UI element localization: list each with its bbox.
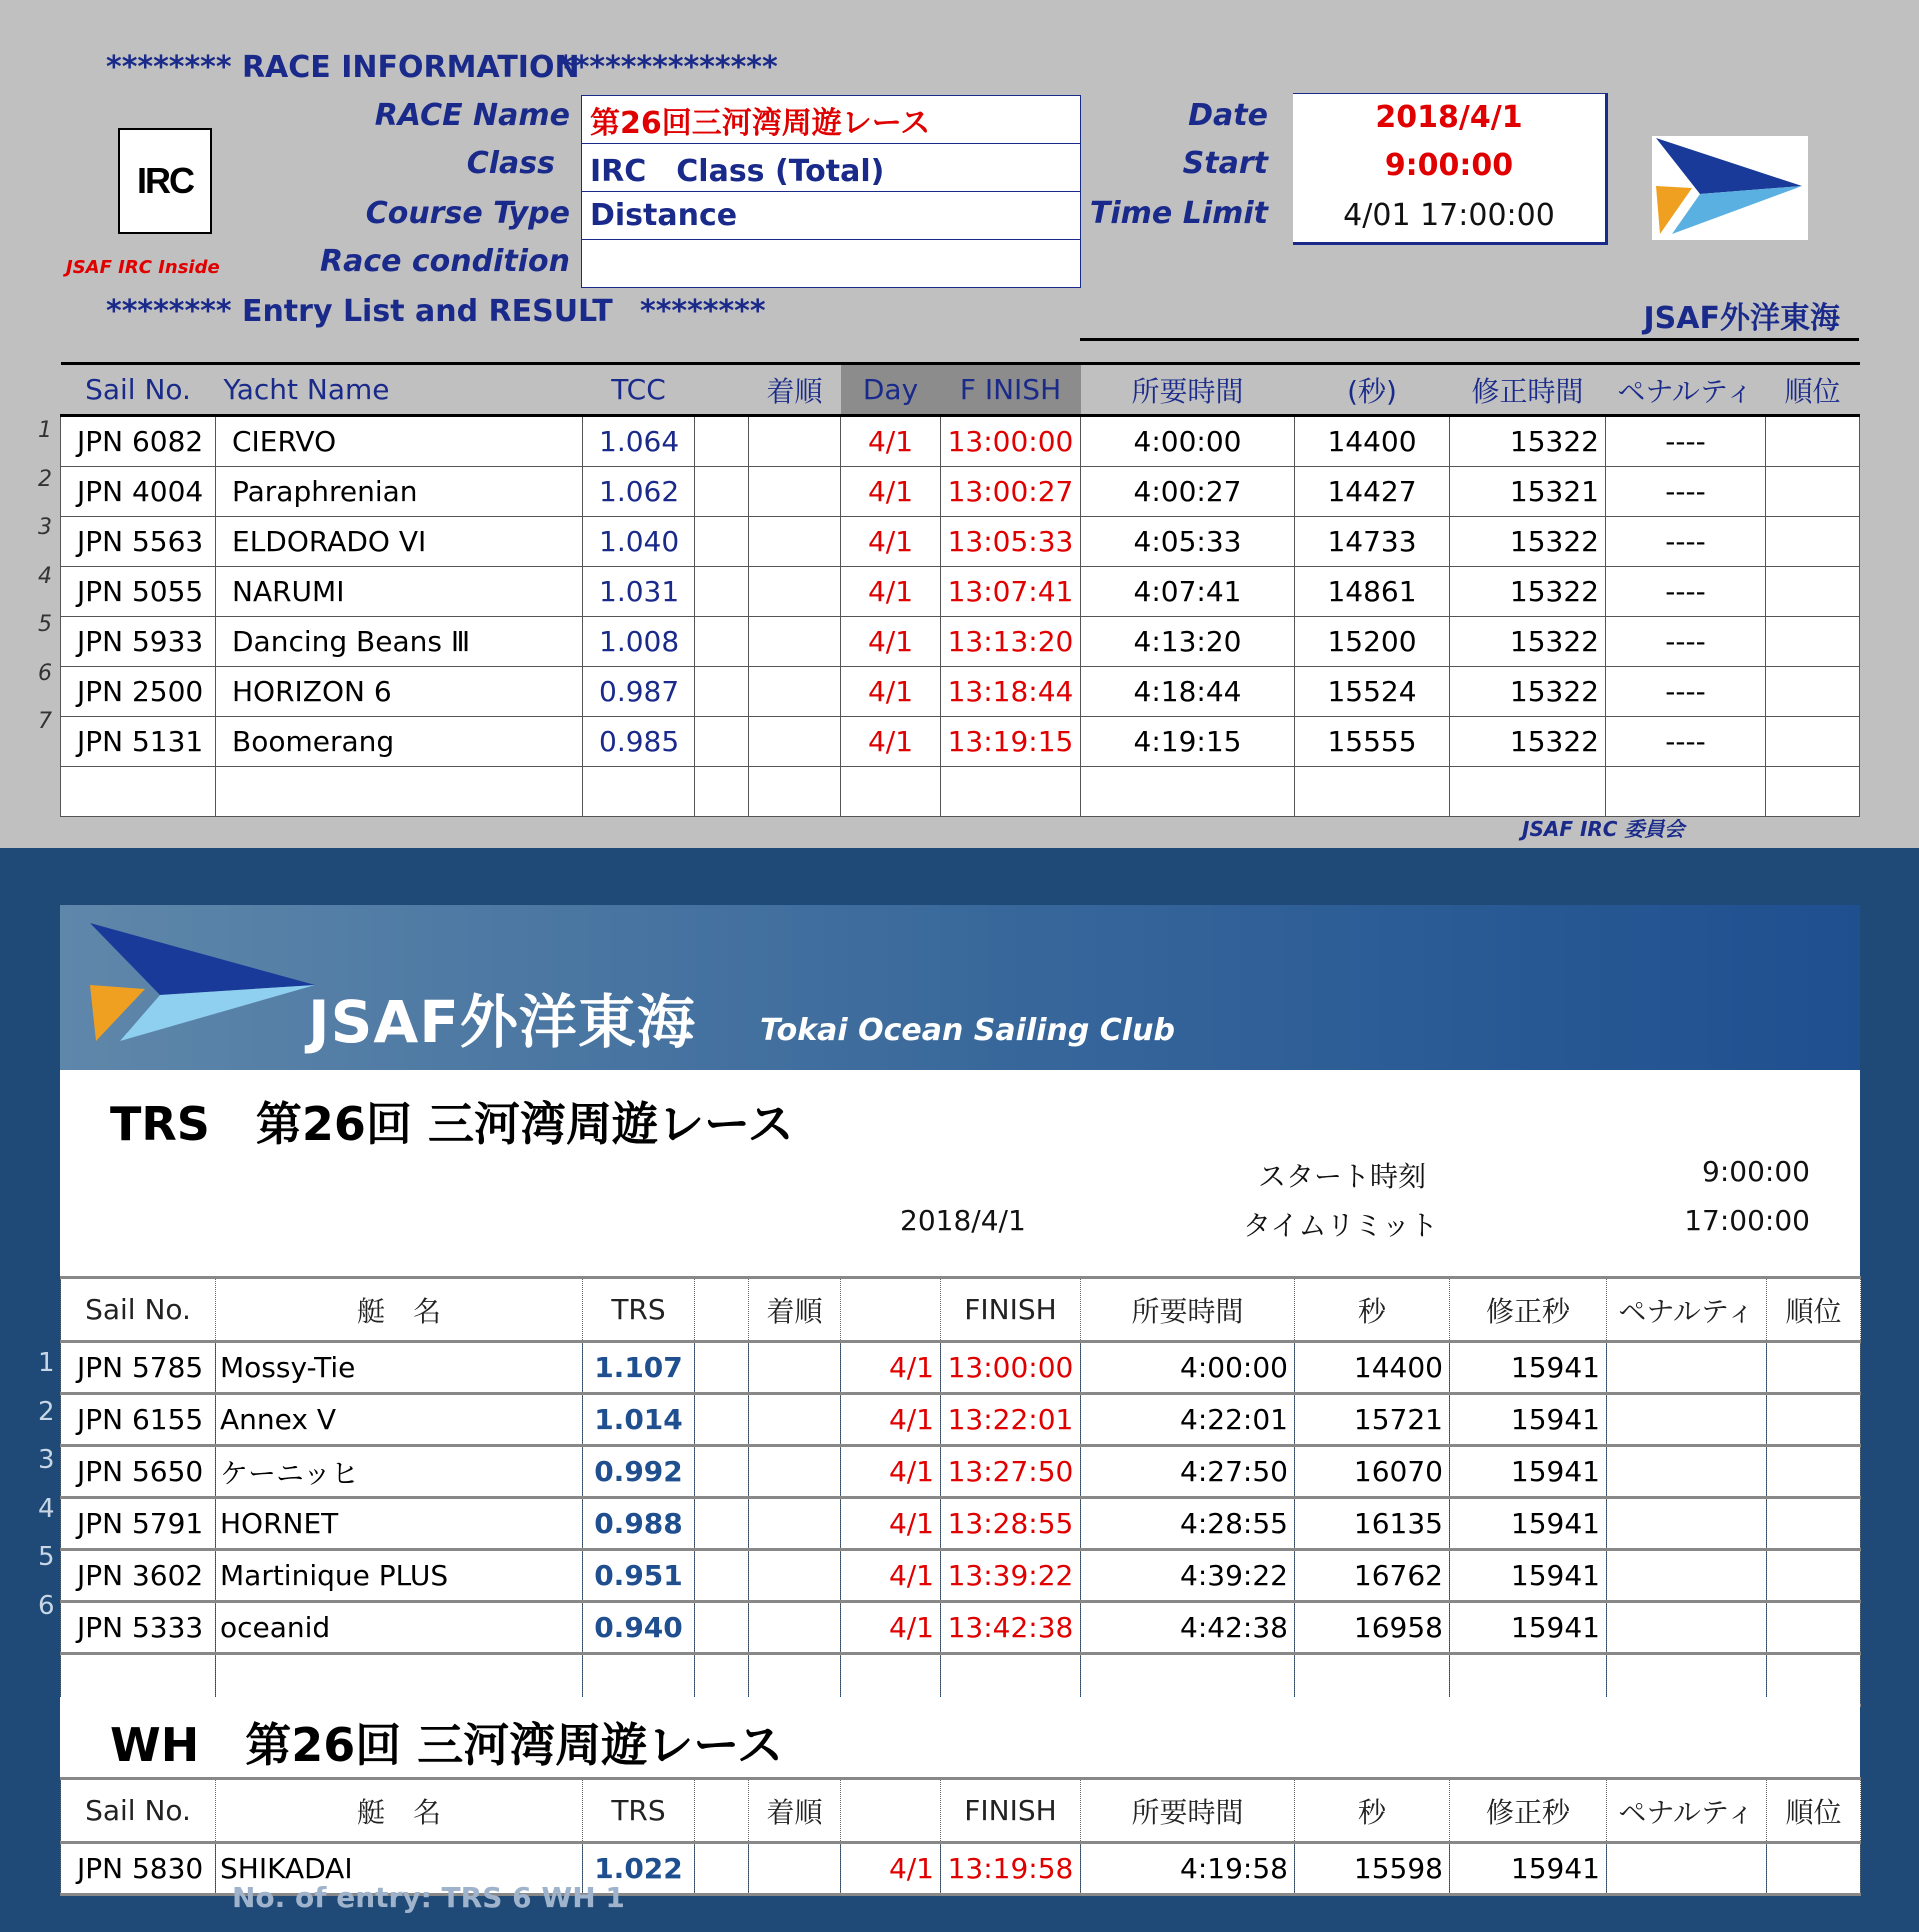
empty-cell xyxy=(941,767,1081,817)
banner-flag-icon xyxy=(90,923,320,1045)
empty-cell xyxy=(749,767,841,817)
elapsed-seconds-cell: 16070 xyxy=(1295,1446,1450,1498)
empty-cell xyxy=(1295,767,1450,817)
irc-result-row xyxy=(61,567,1860,617)
rank-cell xyxy=(1766,467,1860,517)
trs-col-header: 所要時間 xyxy=(1081,1278,1295,1342)
penalty-cell xyxy=(1607,1394,1767,1446)
day-cell: 4/1 xyxy=(841,1602,941,1654)
wh-col-header: 順位 xyxy=(1767,1779,1861,1843)
elapsed-time-cell: 4:00:27 xyxy=(1081,467,1295,517)
trs-header-panel xyxy=(60,1070,1860,1276)
trs-col-header xyxy=(841,1278,941,1342)
irc-empty-row xyxy=(61,767,1860,817)
trs-title: TRS 第26回 三河湾周遊レース xyxy=(110,1097,794,1151)
penalty-cell: ---- xyxy=(1606,667,1766,717)
corrected-seconds-cell: 15941 xyxy=(1450,1446,1607,1498)
day-cell: 4/1 xyxy=(841,1550,941,1602)
blank-cell xyxy=(695,617,749,667)
elapsed-seconds-cell: 15598 xyxy=(1295,1843,1450,1895)
elapsed-seconds-cell: 14400 xyxy=(1295,1342,1450,1394)
row-index: 7 xyxy=(38,709,52,734)
entry-count: No. of entry: TRS 6 WH 1 xyxy=(232,1881,625,1914)
day-cell: 4/1 xyxy=(841,567,941,617)
elapsed-time-cell: 4:07:41 xyxy=(1081,567,1295,617)
wh-col-header xyxy=(695,1779,749,1843)
trs-col-header: 順位 xyxy=(1767,1278,1861,1342)
elapsed-time-cell: 4:22:01 xyxy=(1081,1394,1295,1446)
trs-cell: 0.992 xyxy=(583,1446,695,1498)
wh-col-header: Sail No. xyxy=(61,1779,216,1843)
penalty-cell xyxy=(1607,1498,1767,1550)
corrected-time-cell: 15322 xyxy=(1450,617,1606,667)
day-cell: 4/1 xyxy=(841,617,941,667)
rank-cell xyxy=(1766,567,1860,617)
irc-col-header: Day xyxy=(841,364,941,416)
rank-cell xyxy=(1767,1602,1861,1654)
blank-cell xyxy=(695,567,749,617)
sail-number-cell: JPN 6082 xyxy=(61,416,216,467)
sail-number-cell: JPN 5830 xyxy=(61,1843,216,1895)
day-cell: 4/1 xyxy=(841,1446,941,1498)
yacht-name-cell: ELDORADO VI xyxy=(216,517,583,567)
trs-cell: 0.940 xyxy=(583,1602,695,1654)
elapsed-time-cell: 4:05:33 xyxy=(1081,517,1295,567)
yacht-name-cell: oceanid xyxy=(216,1602,583,1654)
trs-result-row xyxy=(61,1602,1861,1654)
race-info-stars: ************** xyxy=(558,50,778,85)
irc-col-header: 所要時間 xyxy=(1081,364,1295,416)
irc-col-header xyxy=(695,364,749,416)
irc-col-header: F INISH xyxy=(941,364,1081,416)
arrival-order-cell xyxy=(749,1843,841,1895)
trs-col-header: Sail No. xyxy=(61,1278,216,1342)
irc-logo-text: IRC xyxy=(137,160,193,201)
rank-cell xyxy=(1766,517,1860,567)
trs-col-header: 艇 名 xyxy=(216,1278,583,1342)
corrected-seconds-cell: 15941 xyxy=(1450,1843,1607,1895)
finish-time-cell: 13:39:22 xyxy=(941,1550,1081,1602)
penalty-cell: ---- xyxy=(1606,567,1766,617)
tcc-cell: 1.031 xyxy=(583,567,695,617)
trs-col-header: TRS xyxy=(583,1278,695,1342)
club-underline xyxy=(1080,338,1859,341)
trs-limit-value: 17:00:00 xyxy=(1684,1204,1810,1237)
irc-result-row xyxy=(61,667,1860,717)
yacht-name-cell: Dancing Beans Ⅲ xyxy=(216,617,583,667)
row-index: 3 xyxy=(38,515,52,540)
penalty-cell: ---- xyxy=(1606,467,1766,517)
yacht-name-cell: CIERVO xyxy=(216,416,583,467)
finish-time-cell: 13:07:41 xyxy=(941,567,1081,617)
trs-result-row xyxy=(61,1498,1861,1550)
irc-result-row xyxy=(61,717,1860,767)
sail-number-cell: JPN 5933 xyxy=(61,617,216,667)
arrival-order-cell xyxy=(749,567,841,617)
rank-cell xyxy=(1767,1394,1861,1446)
corrected-time-cell: 15322 xyxy=(1450,567,1606,617)
penalty-cell: ---- xyxy=(1606,617,1766,667)
sail-number-cell: JPN 4004 xyxy=(61,467,216,517)
trs-col-header xyxy=(695,1278,749,1342)
day-cell: 4/1 xyxy=(841,517,941,567)
irc-result-row xyxy=(61,517,1860,567)
elapsed-seconds-cell: 15555 xyxy=(1295,717,1450,767)
wh-header-panel xyxy=(60,1697,1860,1777)
arrival-order-cell xyxy=(749,1498,841,1550)
irc-logo xyxy=(118,128,212,234)
wh-col-header: 所要時間 xyxy=(1081,1779,1295,1843)
blank-cell xyxy=(695,1602,749,1654)
empty-cell xyxy=(841,767,941,817)
date-value: 2018/4/1 xyxy=(1375,100,1523,135)
trs-start-label: スタート時刻 xyxy=(1258,1160,1427,1193)
finish-time-cell: 13:00:27 xyxy=(941,467,1081,517)
blank-cell xyxy=(695,1446,749,1498)
blank-cell xyxy=(695,1394,749,1446)
trs-cell: 1.107 xyxy=(583,1342,695,1394)
wh-col-header: 修正秒 xyxy=(1450,1779,1607,1843)
row-index: 5 xyxy=(38,612,52,637)
sail-number-cell: JPN 3602 xyxy=(61,1550,216,1602)
club-banner xyxy=(60,905,1860,1070)
irc-col-header: (秒) xyxy=(1295,364,1450,416)
empty-cell xyxy=(1766,767,1860,817)
corrected-time-cell: 15322 xyxy=(1450,667,1606,717)
irc-inside-label: JSAF IRC Inside xyxy=(66,257,220,278)
wh-col-header: 着順 xyxy=(749,1779,841,1843)
corrected-seconds-cell: 15941 xyxy=(1450,1342,1607,1394)
elapsed-seconds-cell: 14427 xyxy=(1295,467,1450,517)
blank-cell xyxy=(695,1498,749,1550)
course-type-field[interactable]: Distance xyxy=(581,191,1081,240)
blank-cell xyxy=(695,1843,749,1895)
finish-time-cell: 13:00:00 xyxy=(941,416,1081,467)
finish-time-cell: 13:19:58 xyxy=(941,1843,1081,1895)
yacht-name-cell: Annex V xyxy=(216,1394,583,1446)
irc-result-row xyxy=(61,416,1860,467)
elapsed-seconds-cell: 14861 xyxy=(1295,567,1450,617)
time-limit-value: 4/01 17:00:00 xyxy=(1343,198,1555,233)
day-cell: 4/1 xyxy=(841,667,941,717)
yacht-name-cell: Paraphrenian xyxy=(216,467,583,517)
irc-col-header: 順位 xyxy=(1766,364,1860,416)
trs-cell: 1.014 xyxy=(583,1394,695,1446)
yacht-name-cell: Martinique PLUS xyxy=(216,1550,583,1602)
empty-cell xyxy=(695,767,749,817)
trs-start-value: 9:00:00 xyxy=(1702,1155,1810,1188)
trs-col-header: 秒 xyxy=(1295,1278,1450,1342)
arrival-order-cell xyxy=(749,416,841,467)
penalty-cell xyxy=(1607,1550,1767,1602)
day-cell: 4/1 xyxy=(841,416,941,467)
yacht-name-cell: Boomerang xyxy=(216,717,583,767)
penalty-cell xyxy=(1607,1843,1767,1895)
flag-icon xyxy=(1652,136,1808,240)
yacht-name-cell: ケーニッヒ xyxy=(216,1446,583,1498)
race-condition-label: Race condition xyxy=(319,244,570,279)
blank-cell xyxy=(695,1342,749,1394)
sail-number-cell: JPN 2500 xyxy=(61,667,216,717)
wh-col-header xyxy=(841,1779,941,1843)
day-cell: 4/1 xyxy=(841,1843,941,1895)
sail-number-cell: JPN 5785 xyxy=(61,1342,216,1394)
finish-time-cell: 13:00:00 xyxy=(941,1342,1081,1394)
irc-results-table xyxy=(60,362,1859,817)
irc-col-header: ペナルティ xyxy=(1606,364,1766,416)
trs-col-header: 着順 xyxy=(749,1278,841,1342)
start-value: 9:00:00 xyxy=(1384,148,1514,183)
penalty-cell xyxy=(1607,1342,1767,1394)
row-index: 2 xyxy=(38,466,52,492)
entry-list-heading: ******** Entry List and RESULT xyxy=(106,294,613,329)
elapsed-time-cell: 4:18:44 xyxy=(1081,667,1295,717)
corrected-time-cell: 15322 xyxy=(1450,416,1606,467)
arrival-order-cell xyxy=(749,1394,841,1446)
finish-time-cell: 13:05:33 xyxy=(941,517,1081,567)
irc-col-header: 着順 xyxy=(749,364,841,416)
irc-col-header: 修正時間 xyxy=(1450,364,1606,416)
corrected-time-cell: 15322 xyxy=(1450,517,1606,567)
yacht-name-cell: NARUMI xyxy=(216,567,583,617)
arrival-order-cell xyxy=(749,467,841,517)
trs-col-header: ペナルティ xyxy=(1607,1278,1767,1342)
wh-col-header: 艇 名 xyxy=(216,1779,583,1843)
yacht-name-cell: Mossy-Tie xyxy=(216,1342,583,1394)
wh-col-header: ペナルティ xyxy=(1607,1779,1767,1843)
rank-cell xyxy=(1767,1550,1861,1602)
corrected-seconds-cell: 15941 xyxy=(1450,1602,1607,1654)
wh-col-header: FINISH xyxy=(941,1779,1081,1843)
club-flag-logo xyxy=(1652,136,1808,240)
banner-title: JSAF外洋東海 xyxy=(308,988,696,1056)
elapsed-seconds-cell: 16135 xyxy=(1295,1498,1450,1550)
corrected-seconds-cell: 15941 xyxy=(1450,1394,1607,1446)
finish-time-cell: 13:42:38 xyxy=(941,1602,1081,1654)
corrected-time-cell: 15321 xyxy=(1450,467,1606,517)
elapsed-seconds-cell: 16762 xyxy=(1295,1550,1450,1602)
day-cell: 4/1 xyxy=(841,1498,941,1550)
trs-result-row xyxy=(61,1342,1861,1394)
row-index: 6 xyxy=(38,1590,55,1621)
irc-results-section xyxy=(0,0,1919,848)
arrival-order-cell xyxy=(749,1342,841,1394)
blank-cell xyxy=(695,1550,749,1602)
finish-time-cell: 13:18:44 xyxy=(941,667,1081,717)
wh-results-table xyxy=(60,1777,1861,1896)
finish-time-cell: 13:28:55 xyxy=(941,1498,1081,1550)
empty-cell xyxy=(1450,767,1606,817)
trs-limit-label: タイムリミット xyxy=(1243,1209,1438,1242)
day-cell: 4/1 xyxy=(841,717,941,767)
penalty-cell: ---- xyxy=(1606,416,1766,467)
elapsed-time-cell: 4:39:22 xyxy=(1081,1550,1295,1602)
penalty-cell: ---- xyxy=(1606,717,1766,767)
day-cell: 4/1 xyxy=(841,1342,941,1394)
club-name: JSAF外洋東海 xyxy=(1643,301,1840,336)
arrival-order-cell xyxy=(749,1446,841,1498)
trs-cell: 1.022 xyxy=(583,1843,695,1895)
tcc-cell: 0.985 xyxy=(583,717,695,767)
trs-result-row xyxy=(61,1550,1861,1602)
trs-cell: 0.951 xyxy=(583,1550,695,1602)
rank-cell xyxy=(1767,1498,1861,1550)
corrected-time-cell: 15322 xyxy=(1450,717,1606,767)
empty-cell xyxy=(583,767,695,817)
yacht-name-cell: HORNET xyxy=(216,1498,583,1550)
day-cell: 4/1 xyxy=(841,1394,941,1446)
blank-cell xyxy=(695,667,749,717)
corrected-seconds-cell: 15941 xyxy=(1450,1550,1607,1602)
arrival-order-cell xyxy=(749,717,841,767)
sail-number-cell: JPN 5563 xyxy=(61,517,216,567)
blank-cell xyxy=(695,467,749,517)
rank-cell xyxy=(1767,1342,1861,1394)
yacht-name-cell: HORIZON 6 xyxy=(216,667,583,717)
arrival-order-cell xyxy=(749,617,841,667)
elapsed-seconds-cell: 14733 xyxy=(1295,517,1450,567)
finish-time-cell: 13:19:15 xyxy=(941,717,1081,767)
penalty-cell xyxy=(1607,1602,1767,1654)
tcc-cell: 1.064 xyxy=(583,416,695,467)
race-condition-field[interactable] xyxy=(581,239,1081,288)
date-label: Date xyxy=(1188,98,1268,133)
sail-number-cell: JPN 6155 xyxy=(61,1394,216,1446)
trs-date: 2018/4/1 xyxy=(900,1204,1026,1237)
empty-cell xyxy=(216,767,583,817)
trs-col-header: FINISH xyxy=(941,1278,1081,1342)
tcc-cell: 1.008 xyxy=(583,617,695,667)
irc-col-header: Sail No. xyxy=(61,364,216,416)
course-type-label: Course Type xyxy=(365,196,570,231)
tcc-cell: 1.040 xyxy=(583,517,695,567)
irc-result-row xyxy=(61,617,1860,667)
sail-number-cell: JPN 5333 xyxy=(61,1602,216,1654)
entry-list-stars: ******** xyxy=(640,294,766,329)
row-index: 5 xyxy=(38,1542,55,1572)
row-index: 6 xyxy=(38,660,52,686)
row-index: 1 xyxy=(38,418,52,443)
race-name-field[interactable]: 第26回三河湾周遊レース xyxy=(581,95,1081,144)
irc-committee-label: JSAF IRC 委員会 xyxy=(1522,817,1685,841)
elapsed-time-cell: 4:19:15 xyxy=(1081,717,1295,767)
tcc-cell: 0.987 xyxy=(583,667,695,717)
row-index: 2 xyxy=(38,1396,55,1427)
trs-results-table xyxy=(60,1276,1861,1707)
wh-col-header: TRS xyxy=(583,1779,695,1843)
elapsed-time-cell: 4:19:58 xyxy=(1081,1843,1295,1895)
blank-cell xyxy=(695,517,749,567)
wh-col-header: 秒 xyxy=(1295,1779,1450,1843)
finish-time-cell: 13:13:20 xyxy=(941,617,1081,667)
rank-cell xyxy=(1767,1843,1861,1895)
row-index: 4 xyxy=(38,563,52,589)
trs-cell: 0.988 xyxy=(583,1498,695,1550)
sail-number-cell: JPN 5055 xyxy=(61,567,216,617)
row-index: 1 xyxy=(38,1348,55,1378)
row-index: 3 xyxy=(38,1445,55,1475)
blank-cell xyxy=(695,717,749,767)
elapsed-time-cell: 4:42:38 xyxy=(1081,1602,1295,1654)
arrival-order-cell xyxy=(749,1602,841,1654)
blank-cell xyxy=(695,416,749,467)
class-label: Class xyxy=(466,146,555,181)
elapsed-seconds-cell: 15200 xyxy=(1295,617,1450,667)
corrected-seconds-cell: 15941 xyxy=(1450,1498,1607,1550)
row-index: 4 xyxy=(38,1493,55,1524)
elapsed-seconds-cell: 15721 xyxy=(1295,1394,1450,1446)
elapsed-seconds-cell: 16958 xyxy=(1295,1602,1450,1654)
irc-col-header: Yacht Name xyxy=(216,364,583,416)
tcc-cell: 1.062 xyxy=(583,467,695,517)
time-limit-label: Time Limit xyxy=(1089,196,1268,231)
rank-cell xyxy=(1766,416,1860,467)
elapsed-seconds-cell: 15524 xyxy=(1295,667,1450,717)
elapsed-time-cell: 4:28:55 xyxy=(1081,1498,1295,1550)
rank-cell xyxy=(1766,667,1860,717)
elapsed-time-cell: 4:00:00 xyxy=(1081,416,1295,467)
trs-result-row xyxy=(61,1394,1861,1446)
penalty-cell xyxy=(1607,1446,1767,1498)
trs-result-row xyxy=(61,1446,1861,1498)
sail-number-cell: JPN 5131 xyxy=(61,717,216,767)
empty-cell xyxy=(61,767,216,817)
trs-col-header: 修正秒 xyxy=(1450,1278,1607,1342)
empty-cell xyxy=(1606,767,1766,817)
elapsed-time-cell: 4:00:00 xyxy=(1081,1342,1295,1394)
elapsed-time-cell: 4:13:20 xyxy=(1081,617,1295,667)
race-name-label: RACE Name xyxy=(374,98,570,133)
day-cell: 4/1 xyxy=(841,467,941,517)
arrival-order-cell xyxy=(749,667,841,717)
empty-cell xyxy=(1081,767,1295,817)
arrival-order-cell xyxy=(749,517,841,567)
sail-number-cell: JPN 5650 xyxy=(61,1446,216,1498)
start-label: Start xyxy=(1182,146,1268,181)
irc-col-header: TCC xyxy=(583,364,695,416)
finish-time-cell: 13:27:50 xyxy=(941,1446,1081,1498)
finish-time-cell: 13:22:01 xyxy=(941,1394,1081,1446)
yacht-name-cell: SHIKADAI xyxy=(216,1843,583,1895)
elapsed-time-cell: 4:27:50 xyxy=(1081,1446,1295,1498)
race-info-heading: ******** RACE INFORMATION xyxy=(106,50,580,85)
rank-cell xyxy=(1766,717,1860,767)
banner-subtitle: Tokai Ocean Sailing Club xyxy=(760,1013,1175,1048)
irc-result-row xyxy=(61,467,1860,517)
elapsed-seconds-cell: 14400 xyxy=(1295,416,1450,467)
rank-cell xyxy=(1766,617,1860,667)
sail-number-cell: JPN 5791 xyxy=(61,1498,216,1550)
wh-title: WH 第26回 三河湾周遊レース xyxy=(110,1718,783,1772)
class-field[interactable]: IRC Class (Total) xyxy=(581,143,1081,192)
penalty-cell: ---- xyxy=(1606,517,1766,567)
rank-cell xyxy=(1767,1446,1861,1498)
arrival-order-cell xyxy=(749,1550,841,1602)
